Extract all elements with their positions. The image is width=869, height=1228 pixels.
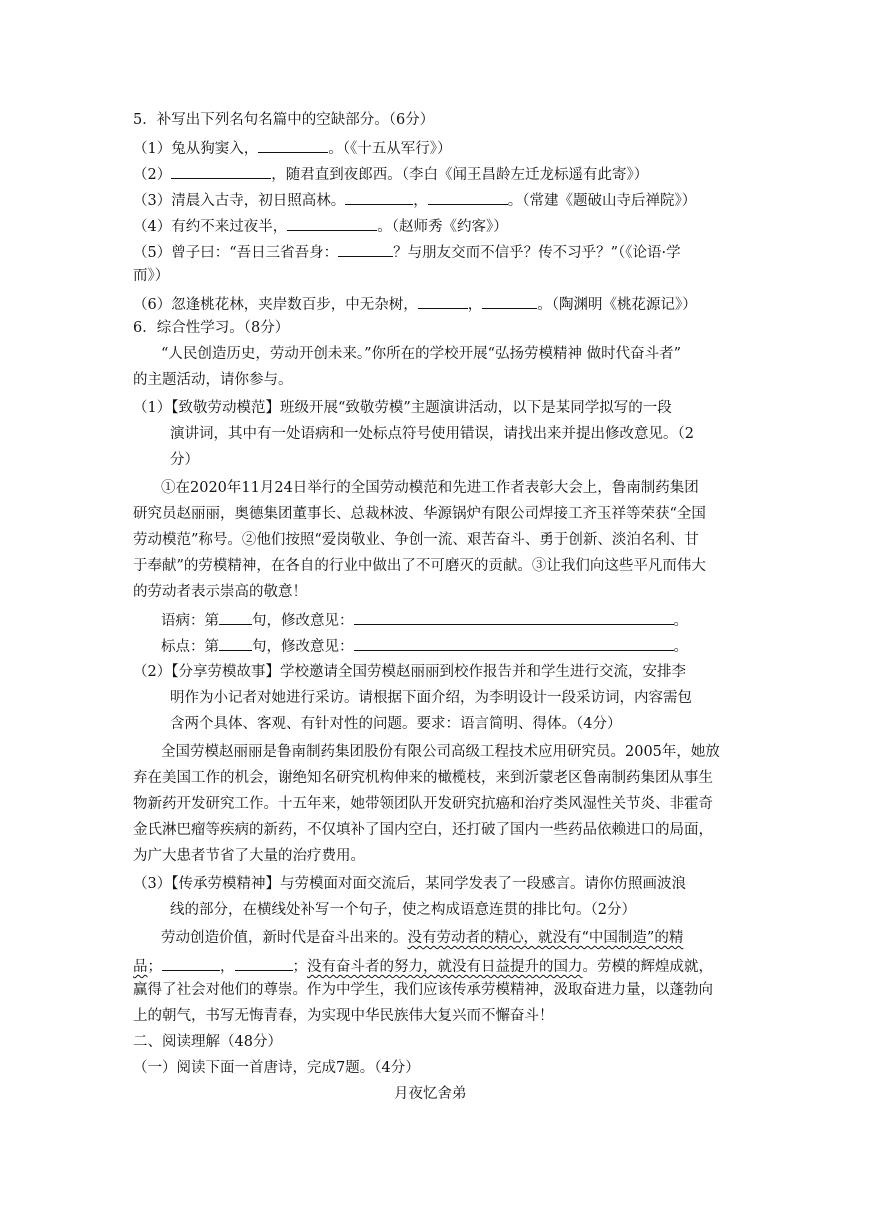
q5-6-source: 。（陶渊明《桃花源记》）	[537, 297, 697, 313]
answer-grammar	[161, 608, 688, 631]
speech-line-1: ①在2020年11月24日举行的全国劳动模范和先进工作者表彰大会上，鲁南制药集团	[161, 480, 699, 496]
fill-blank-1[interactable]	[162, 954, 220, 971]
q5-2-num: （2）	[133, 167, 172, 183]
text-line-3: 赢得了社会对他们的尊崇。作为中学生，我们应该传承劳模精神，汲取奋进力量，以蓬勃向	[133, 982, 713, 998]
speech-line-3: 劳动模范”称号。②他们按照“爱岗敬业、争创一流、艰苦奋斗、勇于创新、淡泊名利、甘	[133, 532, 699, 548]
q5-6-text: （6）忽逢桃花林，夹岸数百步，中无杂树，	[133, 297, 418, 313]
part2-subheading: （一）阅读下面一首唐诗，完成7题。（4分）	[133, 1060, 420, 1076]
bio-line-2: 弃在美国工作的机会，谢绝知名研究机构伸来的橄榄枝，来到沂蒙老区鲁南制药集团从事生	[133, 770, 713, 786]
comma: ，	[220, 959, 235, 975]
q5-item-4	[133, 214, 508, 237]
q6-part1-line-3: 分）	[170, 452, 199, 468]
q5-6-comma: ，	[467, 297, 483, 313]
q5-2-blank[interactable]	[171, 162, 271, 179]
q5-6-blank-2[interactable]	[482, 292, 537, 309]
text-line-1-start: 劳动创造价值，新时代是奋斗出来的。	[161, 930, 408, 946]
answer-punct-sentence-blank[interactable]	[219, 634, 252, 651]
q5-3-comma: ，	[413, 193, 428, 209]
q5-3-blank-1[interactable]	[345, 188, 413, 205]
answer-punct-suggest-label: 句，修改意见：	[252, 639, 354, 655]
q6-part1-line-2: 演讲词，其中有一处语病和一处标点符号使用错误，请找出来并提出修改意见。（2	[170, 426, 694, 442]
q6-intro-2: 的主题活动，请你参与。	[133, 372, 293, 388]
semicolon-2: ；	[292, 959, 307, 975]
q5-item-6	[133, 292, 697, 315]
q5-5-text-2: ？与朋友交而不信乎？传不习乎？”（《论语·学	[393, 245, 681, 261]
q6-part3-line-1: （3）【传承劳模精神】与劳模面对面交流后，某同学发表了一段感言。请你仿照画波浪	[133, 876, 686, 892]
q5-3-blank-2[interactable]	[428, 188, 508, 205]
q5-4-source: 。（赵师秀《约客》）	[377, 219, 508, 235]
q5-1-blank[interactable]	[258, 136, 328, 153]
semicolon-1: ；	[147, 959, 162, 975]
q5-2-text: ，随君直到夜郎西。（李白《闻王昌龄左迁龙标遥有此寄》）	[271, 167, 649, 183]
q6-intro-1: “人民创造历史，劳动开创未来。”你所在的学校开展“弘扬劳模精神 做时代奋斗者”	[161, 346, 682, 362]
answer-grammar-sentence-blank[interactable]	[219, 608, 252, 625]
bio-line-5: 为广大患者节省了大量的治疗费用。	[133, 848, 365, 864]
q5-5-text: （5）曾子曰：“吾日三省吾身：	[133, 245, 339, 261]
q5-item-1	[133, 136, 451, 159]
answer-grammar-label: 语病：第	[161, 613, 219, 629]
bio-line-4: 金氏淋巴瘤等疾病的新药，不仅填补了国内空白，还打破了国内一些药品依赖进口的局面，	[133, 822, 713, 838]
text-line-2	[133, 954, 713, 977]
q6-heading: 6．综合性学习。（8分）	[133, 320, 290, 336]
answer-punct-suggest-blank[interactable]	[354, 634, 674, 651]
speech-line-2: 研究员赵丽丽，奥德集团董事长、总裁林波、华源锅炉有限公司焊接工齐玉祥等荣获“全国	[133, 506, 706, 522]
q6-part2-line-2: 明作为小记者对她进行采访。请根据下面介绍，为李明设计一段采访词，内容需包	[170, 690, 692, 706]
q5-4-blank[interactable]	[287, 214, 377, 231]
q6-part2-line-1: （2）【分享劳模故事】学校邀请全国劳模赵丽丽到校作报告并和学生进行交流，安排李	[133, 664, 686, 680]
bio-line-1: 全国劳模赵丽丽是鲁南制药集团股份有限公司高级工程技术应用研究员。2005年，她放	[161, 744, 720, 760]
text-line-4: 上的朝气，书写无悔青春，为实现中华民族伟大复兴而不懈奋斗！	[133, 1008, 554, 1024]
q5-item-5-cont: 而》）	[133, 268, 170, 284]
answer-grammar-suggest-blank[interactable]	[354, 608, 674, 625]
q5-3-text: （3）清晨入古寺，初日照高林。	[133, 193, 346, 209]
answer-grammar-end: 。	[673, 613, 688, 629]
bio-line-3: 物新药开发研究工作。十五年来，她带领团队开发研究抗癌和治疗类风湿性关节炎、非霍奇	[133, 796, 713, 812]
answer-punct-label: 标点：第	[161, 639, 219, 655]
q5-5-blank[interactable]	[338, 240, 393, 257]
answer-punct-end: 。	[673, 639, 688, 655]
text-line-1	[161, 928, 683, 948]
wavy-sentence-2: 没有奋斗者的努力，就没有日益提升的国力	[307, 959, 583, 975]
q6-part2-line-3: 含两个具体、客观、有针对性的问题。要求：语言简明、得体。（4分）	[170, 716, 622, 732]
poem-title: 月夜忆舍弟	[394, 1086, 467, 1102]
part2-heading: 二、阅读理解（48分）	[133, 1034, 282, 1050]
q5-item-2	[133, 162, 648, 185]
q5-3-source: 。（常建《题破山寺后禅院》）	[507, 193, 697, 209]
answer-grammar-suggest-label: 句，修改意见：	[252, 613, 354, 629]
q5-item-3	[133, 188, 696, 211]
q5-6-blank-1[interactable]	[418, 292, 468, 309]
q5-4-text: （4）有约不来过夜半，	[133, 219, 288, 235]
answer-punctuation	[161, 634, 688, 657]
wavy-sentence-1: 没有劳动者的精心，就没有“中国制造”的精	[407, 930, 684, 946]
speech-line-4: 于奉献”的劳模精神，在各自的行业中做出了不可磨灭的贡献。③让我们向这些平凡而伟大	[133, 558, 706, 574]
q5-1-text: （1）兔从狗窦入，	[133, 141, 259, 157]
q5-1-source: 。（《十五从军行》）	[328, 141, 452, 157]
q6-part1-line-1: （1）【致敬劳动模范】班级开展“致敬劳模”主题演讲活动，以下是某同学拟写的一段	[133, 400, 672, 416]
speech-line-5: 的劳动者表示崇高的敬意！	[133, 584, 307, 600]
q5-heading: 5．补写出下列名句名篇中的空缺部分。（6分）	[133, 112, 435, 128]
wavy-sentence-1-end: 品	[133, 959, 148, 975]
fill-blank-2[interactable]	[235, 954, 293, 971]
text-line-2-end: 。劳模的辉煌成就，	[582, 959, 713, 975]
q5-item-5	[133, 240, 681, 263]
q6-part3-line-2: 线的部分，在横线处补写一个句子，使之构成语意连贯的排比句。（2分）	[170, 902, 636, 918]
